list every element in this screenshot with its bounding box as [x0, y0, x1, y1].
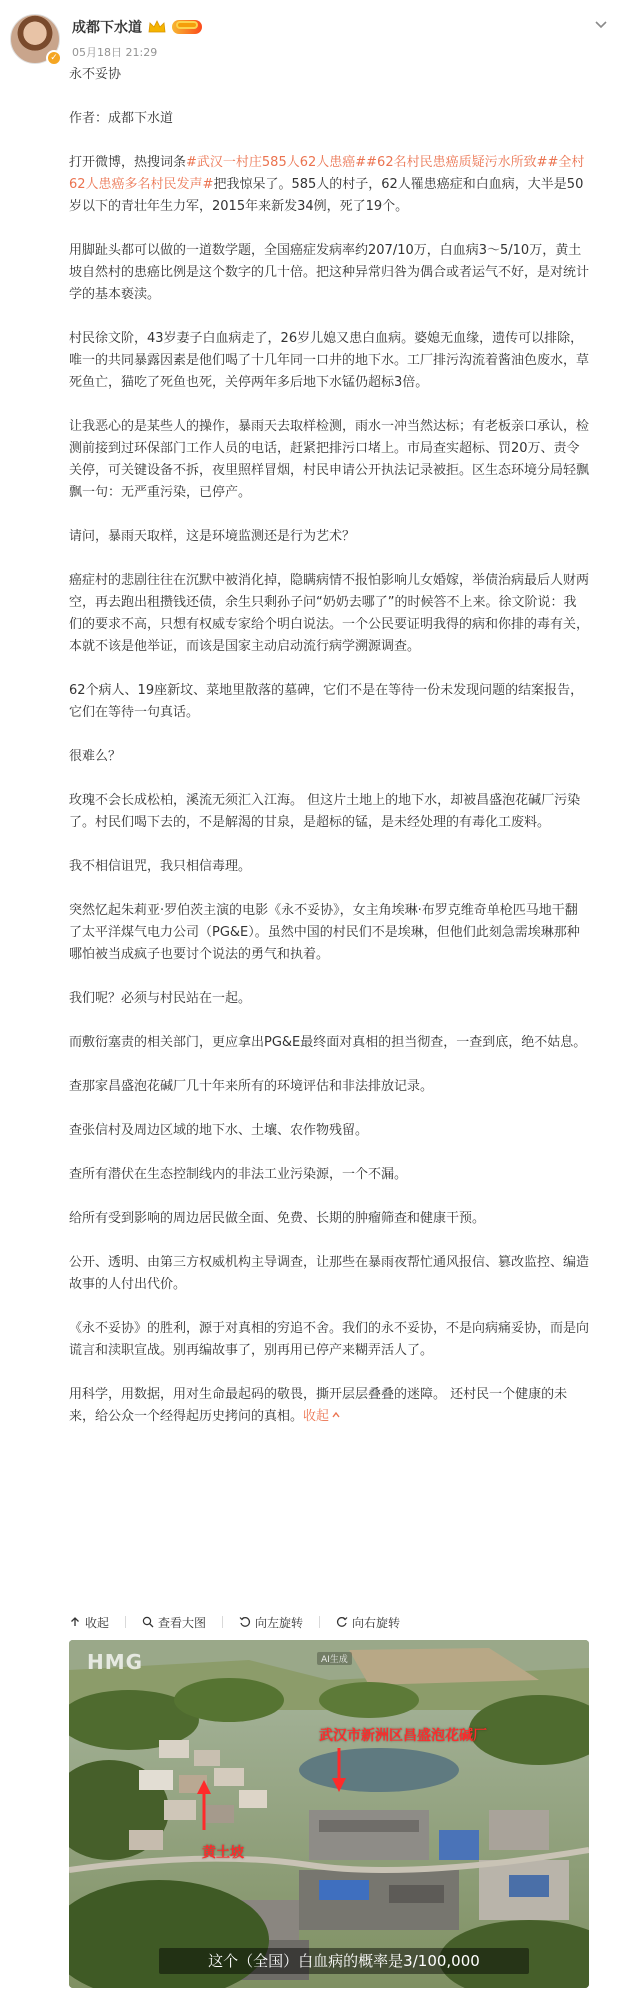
- post-paragraph: 我们呢？必须与村民站在一起。: [69, 991, 252, 1006]
- crown-icon: [148, 20, 166, 34]
- name-row: [72, 16, 202, 38]
- aerial-village-illustration: [69, 1640, 589, 1988]
- post-paragraph: 查那家昌盛泡花碱厂几十年来所有的环境评估和非法排放记录。: [69, 1079, 434, 1094]
- post-paragraph: 玫瑰不会长成松柏，溪流无须汇入江海。 但这片土地上的地下水，却被昌盛泡花碱厂污染了。村民们喝下去的，不是解渴的甘泉，是超标的锰，是未经处理的有毒化工废料。: [69, 793, 581, 830]
- hashtag-link[interactable]: #全村62人患癌多名村民发声#: [69, 155, 585, 192]
- video-subtitle: 这个（全国）白血病的概率是3/100,000: [159, 1948, 529, 1974]
- paragraph-text: 把我惊呆了。585人的村子，62人罹患癌症和白血病，大半是50岁以下的青壮年生力军，2015年来新发34例，死了19个。: [69, 177, 584, 214]
- post-paragraph: 公开、透明、由第三方权威机构主导调查，让那些在暴雨夜帮忙通风报信、篡改监控、编造故事的人付出代价。: [69, 1255, 590, 1292]
- post-paragraph: 很难么？: [69, 749, 122, 764]
- post-timestamp[interactable]: 05月18日 21:29: [72, 46, 158, 59]
- post-paragraph: 作者：成都下水道: [69, 111, 174, 126]
- view-large-label: 查看大图: [158, 1615, 207, 1630]
- post-paragraph: 让我恶心的是某些人的操作，暴雨天去取样检测，雨水一冲当然达标；有老板亲口承认，检测前接到过环保部门工作人员的电话，赶紧把排污口堵上。市局查实超标、罚20万、责令关停，可关键设备不拆，夜里照样冒烟，村民申请公开执法记录被拒。区生态环境分局轻飘飘一句：无严重污染，已停产。: [69, 419, 590, 500]
- rotate-left-button[interactable]: [239, 1614, 303, 1631]
- chevron-up-icon[interactable]: [331, 1410, 341, 1420]
- collapse-label: 收起: [85, 1615, 110, 1630]
- post-paragraph: 《永不妥协》的胜利，源于对真相的穷追不舍。我们的永不妥协，不是向病痛妥协，而是向谎言和渎职宣战。别再编故事了，别再用已停产来糊弄活人了。: [69, 1321, 590, 1358]
- post-paragraph: 用脚趾头都可以做的一道数学题，全国癌症发病率约207/10万，白血病3～5/10万，黄土坡自然村的患癌比例是这个数字的几十倍。把这种异常归咎为偶合或者运气不好，是对统计学的基本亵渎。: [69, 243, 590, 302]
- view-large-button[interactable]: [142, 1614, 206, 1631]
- vip-badge: [172, 20, 202, 34]
- verified-badge-icon: ✓: [46, 50, 62, 66]
- image-toolbar: [69, 1610, 589, 1634]
- arrow-up-icon: [69, 1616, 81, 1628]
- post-paragraph: 给所有受到影响的周边居民做全面、免费、长期的肿瘤筛查和健康干预。: [69, 1211, 486, 1226]
- paragraph-text: 用科学，用数据，用对生命最起码的敬畏，撕开层层叠叠的迷障。 还村民一个健康的未来，给公众一个经得起历史拷问的真相。: [69, 1387, 568, 1424]
- post-content: [69, 64, 589, 1450]
- watermark-logo: HMG: [87, 1650, 144, 1674]
- post-paragraph: [69, 1384, 589, 1428]
- post-paragraph: 而敷衍塞责的相关部门，更应拿出PG&E最终面对真相的担当彻查，一查到底，绝不姑息。: [69, 1035, 587, 1050]
- zoom-icon: [142, 1616, 154, 1628]
- village-annotation: 黄土坡: [202, 1845, 244, 1861]
- post-paragraph: 我不相信诅咒，我只相信毒理。: [69, 859, 252, 874]
- rotate-right-icon: [336, 1616, 348, 1628]
- post-paragraph: 62个病人、19座新坟、菜地里散落的墓碑，它们不是在等待一份未发现问题的结案报告，它们在等待一句真话。: [69, 683, 584, 720]
- chevron-down-icon[interactable]: [593, 16, 609, 32]
- rotate-left-label: 向左旋转: [255, 1615, 304, 1630]
- post-paragraph: 村民徐文阶，43岁妻子白血病走了，26岁儿媳又患白血病。婆媳无血缘，遗传可以排除，唯一的共同暴露因素是他们喝了十几年同一口井的地下水。工厂排污沟流着酱油色废水，草死鱼亡，猫吃了死鱼也死，关停两年多后地下水锰仍超标3倍。: [69, 331, 590, 390]
- hashtag-link[interactable]: #武汉一村庄585人62人患癌#: [186, 155, 367, 170]
- post-paragraph: 永不妥协: [69, 67, 122, 82]
- collapse-button[interactable]: [69, 1614, 109, 1631]
- rotate-right-label: 向右旋转: [352, 1615, 401, 1630]
- post-header: [10, 10, 617, 66]
- toolbar-divider: [125, 1616, 126, 1628]
- plant-annotation: 武汉市新洲区昌盛泡花碱厂: [319, 1728, 487, 1744]
- toolbar-divider: [319, 1616, 320, 1628]
- post-paragraph: 查张信村及周边区域的地下水、土壤、农作物残留。: [69, 1123, 369, 1138]
- post-paragraph: 突然忆起朱莉亚·罗伯茨主演的电影《永不妥协》，女主角埃琳·布罗克维奇单枪匹马地干翻了太平洋煤气电力公司（PG&E）。虽然中国的村民们不是埃琳，但他们此刻急需埃琳那种哪怕被当成疯子也要讨个说法的勇气和执着。: [69, 903, 580, 962]
- hashtag-link[interactable]: #62名村民患癌质疑污水所致#: [366, 155, 548, 170]
- post-image[interactable]: [69, 1640, 589, 1988]
- post-paragraph: 请问，暴雨天取样，这是环境监测还是行为艺术？: [69, 529, 356, 544]
- post-paragraph: 查所有潜伏在生态控制线内的非法工业污染源，一个不漏。: [69, 1167, 408, 1182]
- ai-generated-tag: AI生成: [317, 1652, 352, 1665]
- rotate-right-button[interactable]: [336, 1614, 400, 1631]
- toolbar-divider: [222, 1616, 223, 1628]
- paragraph-text: 打开微博，热搜词条: [69, 155, 187, 170]
- vip-level-icon: [176, 20, 198, 30]
- collapse-text-link[interactable]: 收起: [303, 1409, 330, 1424]
- username[interactable]: 成都下水道: [72, 20, 142, 36]
- rotate-left-icon: [239, 1616, 251, 1628]
- post-paragraph: 癌症村的悲剧往往在沉默中被消化掉，隐瞒病情不报怕影响儿女婚嫁，举债治病最后人财两空，再去跑出租攒钱还债，余生只剩孙子问“奶奶去哪了”的时候答不上来。徐文阶说：我们的要求不高，只想有权威专家给个明白说法。一个公民要证明我得的病和你排的毒有关，本就不该是他举证，而该是国家主动启动流行病学溯源调查。: [69, 573, 590, 654]
- post-paragraph: [69, 152, 589, 218]
